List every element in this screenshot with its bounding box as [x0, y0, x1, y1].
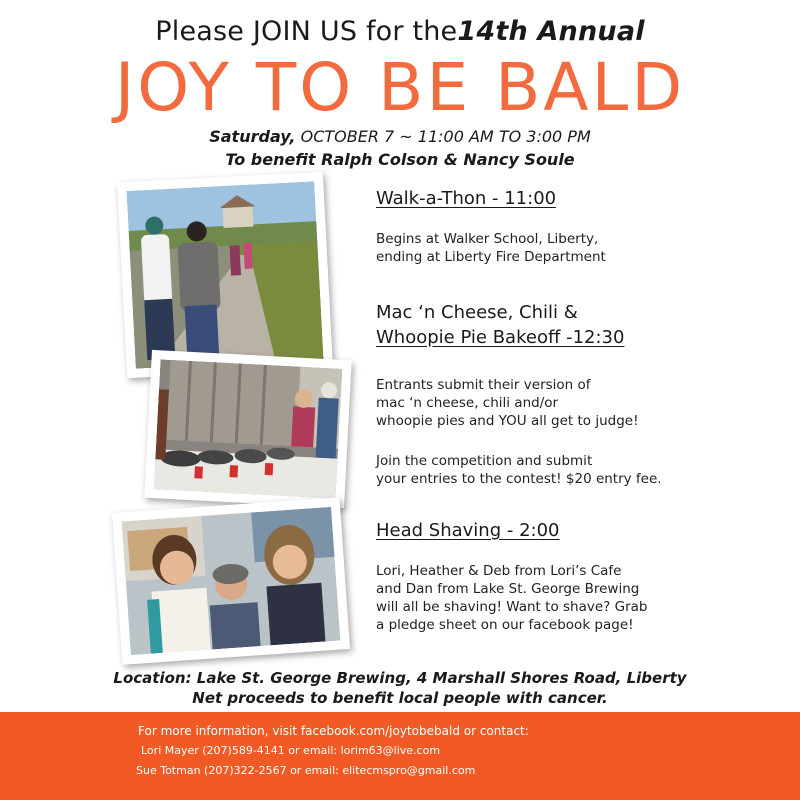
walk-a-thon-line-1: Begins at Walker School, Liberty,: [376, 231, 599, 247]
bakeoff-line-2: mac ‘n cheese, chili and/or: [376, 395, 559, 411]
bakeoff-heading-line-1: Mac ‘n Cheese, Chili &: [376, 302, 578, 323]
contact-lori: Lori Mayer (207)589-4141 or email: lorim63@live.com: [141, 744, 441, 757]
bakeoff-entry-line-1: Join the competition and submit: [376, 453, 593, 469]
head-shaving-line-2: and Dan from Lake St. George Brewing: [376, 581, 640, 597]
footer-intro: For more information, visit facebook.com/joytobebald or contact:: [138, 724, 529, 738]
bakeoff-line-3: whoopie pies and YOU all get to judge!: [376, 413, 639, 429]
walk-a-thon-photo: [117, 172, 333, 379]
contact-sue: Sue Totman (207)322-2567 or email: elitecmspro@gmail.com: [136, 764, 476, 777]
event-title: JOY TO BE BALD: [114, 49, 686, 126]
head-shaving-photo: [112, 497, 350, 665]
invite-line: [0, 16, 800, 47]
date-rest: OCTOBER 7 ~ 11:00 AM TO 3:00 PM: [300, 127, 591, 146]
date-day: Saturday,: [209, 127, 296, 146]
join-text: Please JOIN US for the: [155, 16, 458, 47]
head-shaving-heading: Head Shaving - 2:00: [376, 520, 560, 541]
bakeoff-entry-line-2: your entries to the contest! $20 entry fee.: [376, 471, 662, 487]
head-shaving-line-1: Lori, Heather & Deb from Lori’s Cafe: [376, 563, 622, 579]
walk-a-thon-heading: Walk-a-Thon - 11:00: [376, 188, 557, 209]
benefit-line: To benefit Ralph Colson & Nancy Soule: [225, 150, 575, 169]
bakeoff-heading-line-2: Whoopie Pie Bakeoff -12:30: [376, 327, 625, 348]
bakeoff-image: [154, 359, 343, 498]
date-line: [0, 127, 800, 146]
location-block: [0, 668, 800, 708]
bakeoff-entry-info: [376, 452, 662, 488]
location-proceeds: Net proceeds to benefit local people with cancer.: [192, 689, 608, 707]
bakeoff-photo: [144, 350, 351, 508]
head-shaving-description: [376, 562, 647, 634]
annual-text: 14th Annual: [457, 16, 645, 47]
head-shaving-line-3: will all be shaving! Want to shave? Grab: [376, 599, 648, 615]
walk-a-thon-description: [376, 230, 606, 266]
head-shaving-line-4: a pledge sheet on our facebook page!: [376, 617, 634, 633]
bakeoff-line-1: Entrants submit their version of: [376, 377, 591, 393]
bakeoff-description: [376, 376, 639, 430]
contact-footer: [0, 712, 800, 800]
walk-a-thon-image: [126, 181, 323, 369]
location-address: Location: Lake St. George Brewing, 4 Marshall Shores Road, Liberty: [113, 669, 687, 687]
head-shaving-image: [122, 507, 341, 655]
walk-a-thon-line-2: ending at Liberty Fire Department: [376, 249, 606, 265]
